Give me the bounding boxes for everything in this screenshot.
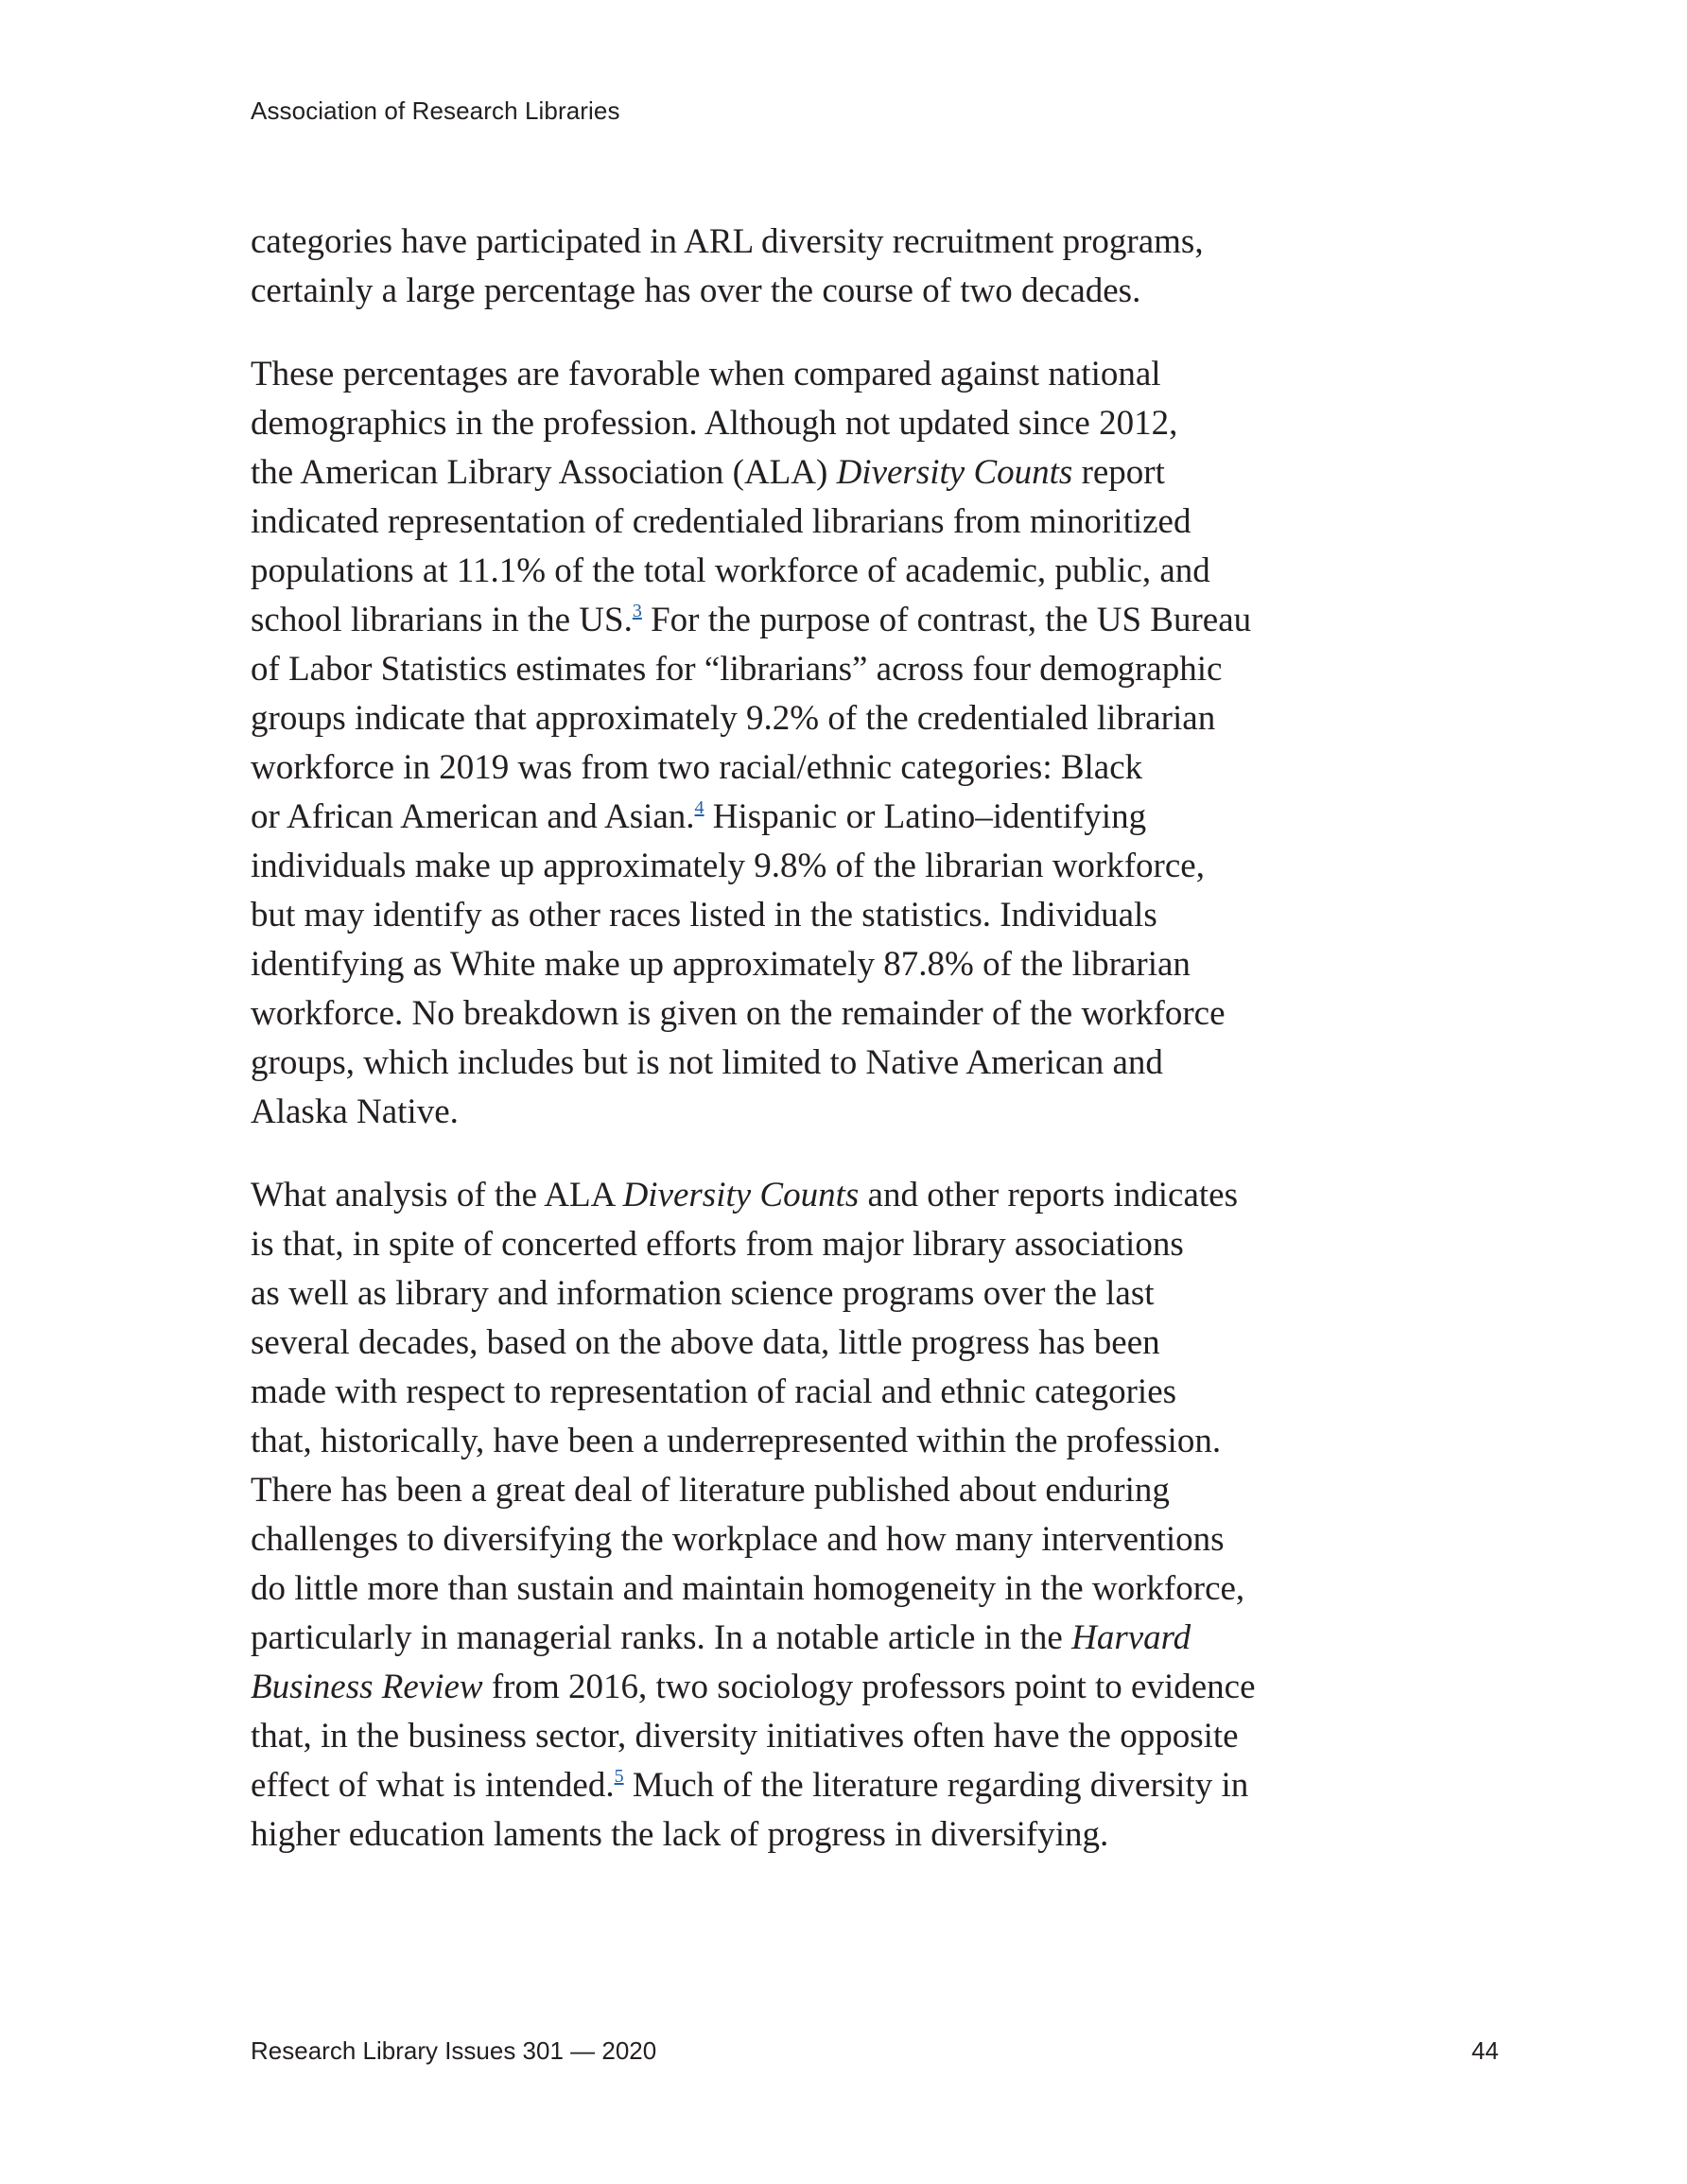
text-segment: indicated representation of credentialed librarians from minoritized: [251, 502, 1191, 541]
text-line: [251, 1269, 1433, 1319]
italic-title: Harvard: [1071, 1618, 1191, 1657]
footnote-link[interactable]: 3: [632, 600, 642, 621]
text-segment: made with respect to representation of racial and ethnic categories: [251, 1372, 1177, 1411]
text-segment: the American Library Association (ALA): [251, 453, 837, 492]
text-line: [251, 940, 1433, 989]
text-segment: For the purpose of contrast, the US Bureau: [641, 601, 1252, 639]
text-segment: demographics in the profession. Although not updated since 2012,: [251, 404, 1178, 443]
text-segment: that, in the business sector, diversity initiatives often have the opposite: [251, 1717, 1239, 1756]
text-segment: do little more than sustain and maintain homogeneity in the workforce,: [251, 1569, 1245, 1608]
text-line: [251, 1515, 1433, 1564]
text-segment: populations at 11.1% of the total workforce of academic, public, and: [251, 551, 1210, 590]
text-line: [251, 547, 1433, 596]
publication-title: Research Library Issues 301 — 2020: [251, 2036, 657, 2065]
text-line: [251, 1417, 1433, 1466]
text-segment: groups, which includes but is not limited to Native American and: [251, 1043, 1163, 1082]
paragraph: [251, 1171, 1433, 1860]
text-line: [251, 350, 1433, 399]
text-segment: There has been a great deal of literature published about enduring: [251, 1471, 1170, 1510]
footnote-link[interactable]: 4: [694, 796, 704, 818]
text-segment: Alaska Native.: [251, 1092, 459, 1131]
text-line: [251, 989, 1433, 1039]
body-text: [251, 218, 1433, 1894]
text-line: [251, 645, 1433, 694]
paragraph: [251, 350, 1433, 1137]
text-line: [251, 1564, 1433, 1614]
text-line: [251, 1220, 1433, 1269]
footnote-link[interactable]: 5: [614, 1765, 624, 1787]
text-line: [251, 1663, 1433, 1712]
italic-title: Business Review: [251, 1668, 483, 1706]
text-line: [251, 267, 1433, 316]
text-line: [251, 793, 1433, 842]
text-segment: identifying as White make up approximately 87.8% of the librarian: [251, 945, 1191, 984]
text-line: [251, 743, 1433, 793]
text-line: [251, 694, 1433, 743]
text-line: [251, 1171, 1433, 1220]
text-segment: several decades, based on the above data, little progress has been: [251, 1323, 1160, 1362]
text-line: [251, 218, 1433, 267]
page-number: 44: [1471, 2036, 1499, 2065]
text-segment: What analysis of the ALA: [251, 1176, 623, 1214]
text-segment: particularly in managerial ranks. In a notable article in the: [251, 1618, 1072, 1657]
italic-title: Diversity Counts: [836, 453, 1073, 492]
text-segment: These percentages are favorable when compared against national: [251, 355, 1161, 393]
text-line: [251, 1466, 1433, 1515]
text-segment: Much of the literature regarding diversity in: [623, 1766, 1249, 1805]
italic-title: Diversity Counts: [622, 1176, 860, 1214]
text-segment: as well as library and information science programs over the last: [251, 1274, 1155, 1313]
text-segment: school librarians in the US.: [251, 601, 633, 639]
text-segment: effect of what is intended.: [251, 1766, 615, 1805]
text-segment: that, historically, have been a underrepresented within the profession.: [251, 1422, 1222, 1460]
text-segment: higher education laments the lack of progress in diversifying.: [251, 1815, 1109, 1854]
text-line: [251, 1088, 1433, 1137]
text-segment: groups indicate that approximately 9.2% of the credentialed librarian: [251, 699, 1216, 738]
text-line: [251, 596, 1433, 645]
text-segment: from 2016, two sociology professors point to evidence: [482, 1668, 1256, 1706]
text-segment: or African American and Asian.: [251, 797, 695, 836]
running-footer: [251, 2035, 1499, 2067]
text-line: [251, 1810, 1433, 1860]
text-line: [251, 842, 1433, 891]
text-segment: but may identify as other races listed in the statistics. Individuals: [251, 896, 1157, 935]
text-line: [251, 498, 1433, 547]
text-line: [251, 1319, 1433, 1368]
text-segment: challenges to diversifying the workplace and how many interventions: [251, 1520, 1225, 1559]
text-segment: Hispanic or Latino–identifying: [704, 797, 1147, 836]
text-line: [251, 1368, 1433, 1417]
paragraph: [251, 218, 1433, 316]
text-segment: categories have participated in ARL diversity recruitment programs,: [251, 222, 1204, 261]
text-line: [251, 1712, 1433, 1761]
text-segment: report: [1072, 453, 1165, 492]
text-line: [251, 448, 1433, 498]
text-segment: is that, in spite of concerted efforts from major library associations: [251, 1225, 1184, 1264]
running-header: Association of Research Libraries: [251, 96, 620, 125]
text-segment: certainly a large percentage has over the course of two decades.: [251, 271, 1141, 310]
text-line: [251, 1761, 1433, 1810]
text-segment: of Labor Statistics estimates for “librarians” across four demographic: [251, 650, 1223, 689]
text-line: [251, 891, 1433, 940]
text-segment: workforce. No breakdown is given on the remainder of the workforce: [251, 994, 1226, 1033]
text-segment: workforce in 2019 was from two racial/ethnic categories: Black: [251, 748, 1143, 787]
text-line: [251, 1039, 1433, 1088]
text-line: [251, 399, 1433, 448]
text-segment: individuals make up approximately 9.8% of the librarian workforce,: [251, 847, 1205, 885]
text-line: [251, 1614, 1433, 1663]
text-segment: and other reports indicates: [859, 1176, 1238, 1214]
